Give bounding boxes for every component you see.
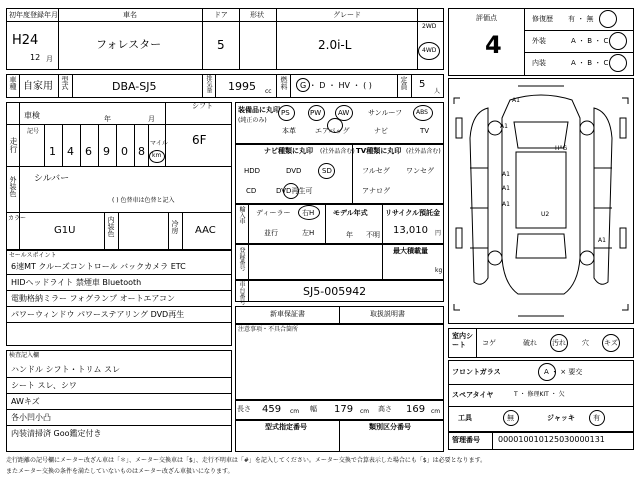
mileage-digit-6: 8 xyxy=(138,145,145,158)
note-line-4: 各小凹小凸 xyxy=(11,413,51,422)
tv-label: TV種類に丸印 xyxy=(356,147,402,155)
mileage-digit-4: 9 xyxy=(103,145,110,158)
equip-tv: TV xyxy=(420,127,430,135)
shift-value: 6F xyxy=(192,133,207,147)
repair-options: 有 ・ 無 xyxy=(568,15,594,23)
mark-a1-4: A1 xyxy=(502,185,510,192)
seat-koge: コゲ xyxy=(482,339,496,347)
footer-line-1: 走行距離の記号欄にメーター改ざん車は「＊」、メーター交換車は「$」、走行不明車は「#」を記入してください。メーター交換で合算表示した場合にも「$」は必要となります。 xyxy=(6,457,487,464)
jack-label: ジャッキ xyxy=(547,414,575,422)
spare-label: スペアタイヤ xyxy=(452,391,494,399)
tv-fullseg: フルセグ xyxy=(362,167,390,175)
exterior-label: 外装色 xyxy=(9,176,17,197)
mileage-digit-3: 6 xyxy=(85,145,92,158)
navi-dvd-play: DVD再生可 xyxy=(276,187,313,195)
exterior-grade-label: 外装 xyxy=(532,37,546,45)
mileage-label: 走行 xyxy=(9,137,18,153)
inspection-label: 車検 xyxy=(24,111,40,120)
shape-label: 形状 xyxy=(250,11,264,19)
recycle-value: 13,010 xyxy=(393,225,428,236)
seat-ana: 穴 xyxy=(582,339,589,347)
note-line-1: ハンドル シフト・トリム スレ xyxy=(11,365,121,374)
equip-airbag: エアバッグ xyxy=(315,127,350,135)
length-label: 長さ xyxy=(237,405,251,413)
model-label: 型式 xyxy=(61,76,69,90)
width-label: 幅 xyxy=(310,405,317,413)
trim-label: 冷房 xyxy=(171,220,179,234)
capacity-value: 5 xyxy=(419,79,426,90)
equip-aw: AW xyxy=(338,109,350,117)
height-unit: cm xyxy=(431,408,441,415)
length-unit: cm xyxy=(290,408,300,415)
import-parallel: 並行 xyxy=(264,229,278,237)
chassis-value: SJ5-005942 xyxy=(303,285,367,298)
seat-yabure: 破れ xyxy=(523,339,537,347)
exterior-grade-options: A ・ B ・ C xyxy=(571,37,609,45)
tools-value: 無 xyxy=(507,414,514,422)
displacement-value: 1995 xyxy=(228,80,256,93)
mark-u2: U2 xyxy=(541,211,550,218)
inspector-notes-label: 検査記入欄 xyxy=(9,352,40,359)
chassis-label: 車台番号 xyxy=(238,281,245,305)
first-reg-era: H24 xyxy=(12,33,39,48)
mileage-digit-1: 1 xyxy=(49,145,56,158)
model-year-unknown: 不明 xyxy=(366,231,380,239)
mileage-mile: マイル xyxy=(150,140,168,147)
first-reg-month: 12 xyxy=(30,53,41,62)
equip-navi: ナビ xyxy=(374,127,388,135)
color-code-value: G1U xyxy=(54,225,76,236)
inspection-year: 年 xyxy=(104,115,111,123)
spare-options: T ・ 修理KIT ・ 欠 xyxy=(514,391,565,398)
width-value: 179 xyxy=(334,404,354,415)
interior-c-circle xyxy=(609,54,627,72)
note-line-5: 内装清掃済 Goo鑑定付き xyxy=(11,429,102,438)
exterior-c-circle xyxy=(609,32,627,50)
navi-label: ナビ種類に丸印 xyxy=(264,147,313,155)
person-unit: 人 xyxy=(434,88,441,95)
repair-label: 修復歴 xyxy=(532,15,553,23)
sales-point-2: HIDヘッドライト 禁煙車 Bluetooth xyxy=(11,278,142,287)
sales-points-label: セールスポイント xyxy=(9,252,57,259)
load-unit: kg xyxy=(435,267,443,274)
equip-abs: ABS xyxy=(416,109,428,116)
shift-label: シフト xyxy=(192,102,213,110)
displacement-label: 排気量 xyxy=(205,75,212,93)
color-code-label: カラー xyxy=(8,215,27,222)
fuel-value: G ・ D ・ HV ・ ( ) xyxy=(300,81,372,90)
load-label: 最大積載量 xyxy=(393,247,428,255)
repair-none-circle xyxy=(599,10,617,28)
mark-a1-1: A1 xyxy=(512,97,520,104)
manage-value: 000010010125030000131 xyxy=(498,435,605,444)
seat-yogore: 汚れ xyxy=(552,339,566,347)
recycle-label: リサイクル預託金 xyxy=(385,209,441,217)
door-label: ドア xyxy=(214,11,228,19)
interior-grade-options: A ・ B ・ C xyxy=(571,59,609,67)
drive-2wd: 2WD xyxy=(422,23,437,30)
manual-label: 取扱説明書 xyxy=(370,310,405,318)
import-dealer: ディーラー xyxy=(256,209,291,217)
import-left: 左H xyxy=(302,229,315,237)
manage-label: 管理番号 xyxy=(452,436,480,444)
use-label: 車種 xyxy=(9,76,17,90)
grade-label: グレード xyxy=(333,11,361,19)
class-label: 類別区分番号 xyxy=(369,423,411,431)
mark-a1-2: A1 xyxy=(500,123,508,130)
interior-color-label: 内装色 xyxy=(107,216,115,237)
import-right: 右H xyxy=(302,209,315,217)
exterior-value: シルバー xyxy=(34,174,70,184)
tv-analog: アナログ xyxy=(362,187,390,195)
type-label: 型式指定番号 xyxy=(265,423,307,431)
registration-label: 登録番号 xyxy=(238,247,245,271)
front-glass-label: フロントガラス xyxy=(452,368,501,376)
interior-grade-label: 内装 xyxy=(532,59,546,67)
mark-a1-3: A1 xyxy=(502,171,510,178)
seat-label: 室内シート xyxy=(452,332,473,349)
mark-a1-5: A1 xyxy=(502,201,510,208)
mileage-digit-5: 0 xyxy=(121,145,128,158)
model-value: DBA-SJ5 xyxy=(112,80,157,93)
equipment-sublabel: (純正のみ) xyxy=(238,117,267,124)
sales-point-3: 電動格納ミラー フォグランプ オートエアコン xyxy=(11,294,175,303)
navi-cd: CD xyxy=(246,187,257,195)
equip-sunroof: サンルーフ xyxy=(368,109,403,117)
mileage-km: km xyxy=(152,152,162,159)
jack-value: 有 xyxy=(593,414,600,422)
grade-value: 2.0i-L xyxy=(318,38,352,52)
navi-sd: SD xyxy=(322,167,332,175)
score-label: 評価点 xyxy=(476,14,497,22)
seat-kizu: キズ xyxy=(604,339,618,347)
equip-ps: PS xyxy=(281,109,290,117)
caution-label: 注意事項・不具合箇所 xyxy=(238,326,299,333)
mark-a1-6: A1 xyxy=(598,237,606,244)
cc-unit: cc xyxy=(265,88,272,95)
trim-value: AAC xyxy=(195,225,216,236)
inspection-month: 月 xyxy=(148,115,155,123)
airbag-circle xyxy=(327,118,343,133)
first-reg-label: 初年度登録年月 xyxy=(9,11,58,19)
tools-label: 工具 xyxy=(458,414,472,422)
tv-oneseg: ワンセグ xyxy=(406,167,434,175)
door-value: 5 xyxy=(217,38,225,52)
fuel-label: 燃料 xyxy=(280,76,288,90)
navi-hdd: HDD xyxy=(244,167,261,175)
equip-pw: PW xyxy=(310,109,322,117)
caution-box xyxy=(235,324,444,400)
kigou-label: 記号 xyxy=(27,128,40,135)
name-value: フォレスター xyxy=(96,38,162,51)
tv-sub: (社外品含む) xyxy=(406,148,441,155)
front-glass-options: A ・ × 要交 xyxy=(544,368,583,376)
capacity-label: 定員 xyxy=(400,76,408,90)
footer-line-2: またメーター交換の条件を満たしていないものはメーター改ざん車扱いになります。 xyxy=(6,468,234,475)
drive-4wd: 4WD xyxy=(422,47,437,54)
import-label: 輸入車 xyxy=(238,206,245,224)
use-value: 自家用 xyxy=(23,81,53,92)
car-diagram xyxy=(448,78,634,324)
name-label: 車名 xyxy=(123,11,137,19)
model-year-label: モデル年式 xyxy=(333,209,368,217)
note-line-2: シート スレ、シワ xyxy=(11,381,77,390)
score-value: 4 xyxy=(485,31,502,59)
navi-dvd: DVD xyxy=(286,167,302,175)
height-label: 高さ xyxy=(378,405,392,413)
warranty-label: 新車保証書 xyxy=(270,310,305,318)
height-value: 169 xyxy=(406,404,426,415)
month-unit: 月 xyxy=(46,55,53,63)
mileage-digit-2: 4 xyxy=(67,145,74,158)
navi-sub: (社外品含む) xyxy=(320,148,355,155)
model-year-year: 年 xyxy=(346,231,353,239)
exterior-note: ( ) 色替車は色替と記入 xyxy=(112,197,175,204)
sales-point-4: パワーウィンドウ パワーステアリング DVD再生 xyxy=(11,310,185,319)
equip-leather: 本革 xyxy=(282,127,296,135)
length-value: 459 xyxy=(262,404,282,415)
equipment-label: 装備品に丸印 xyxy=(238,106,280,114)
note-line-3: AWキズ xyxy=(11,397,40,406)
sales-point-1: 6速MT クルーズコントロール バックカメラ ETC xyxy=(11,262,186,271)
recycle-unit: 円 xyxy=(435,230,442,237)
mark-hg: H°G xyxy=(555,145,568,152)
width-unit: cm xyxy=(360,408,370,415)
